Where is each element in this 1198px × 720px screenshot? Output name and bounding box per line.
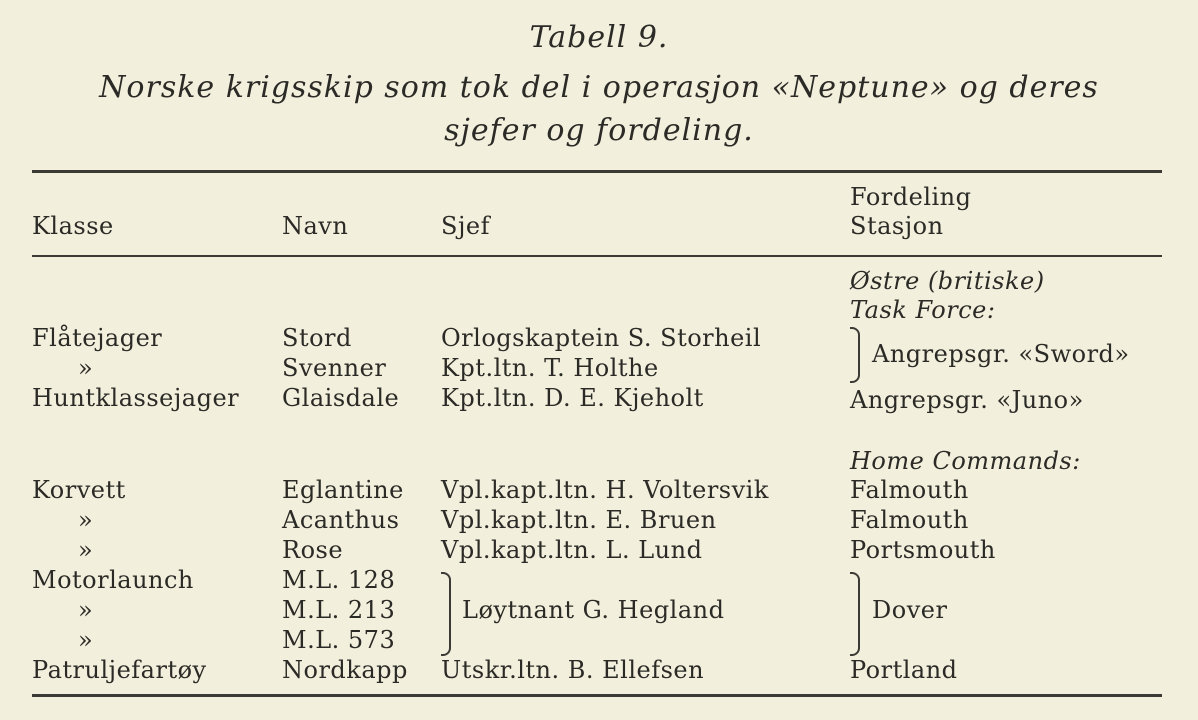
group-eastern-line-1: Østre (britiske) (850, 267, 1045, 295)
header-fordeling: Fordeling (850, 183, 972, 211)
row-1-sjef: Orlogskaptein S. Storheil (441, 324, 762, 352)
header-stasjon: Stasjon (850, 212, 944, 240)
ml-sjef-brace (441, 572, 451, 656)
row-10-navn: Nordkapp (282, 656, 408, 684)
row-8-navn: M.L. 213 (282, 596, 396, 624)
row-3-navn: Glaisdale (282, 384, 400, 412)
row-2-navn: Svenner (282, 354, 387, 382)
row-5-fordeling: Falmouth (850, 506, 969, 534)
group-eastern-line-2: Task Force: (850, 296, 996, 324)
row-2-sjef: Kpt.ltn. T. Holthe (441, 354, 659, 382)
group-home-commands: Home Commands: (850, 447, 1081, 475)
top-rule (32, 170, 1162, 173)
row-1-klasse: Flåtejager (32, 324, 163, 352)
table-subtitle-line-2: sjefer og fordeling. (444, 113, 754, 148)
row-7-klasse: Motorlaunch (32, 566, 194, 594)
row-4-fordeling: Falmouth (850, 476, 969, 504)
header-navn: Navn (282, 212, 349, 240)
sword-brace (850, 327, 860, 383)
row-6-klasse: » (78, 536, 94, 564)
sword-fordeling: Angrepsgr. «Sword» (872, 340, 1130, 368)
header-klasse: Klasse (32, 212, 114, 240)
table-subtitle-line-1: Norske krigsskip som tok del i operasjon «Neptune» og deres (99, 70, 1099, 105)
row-10-klasse: Patruljefartøy (32, 656, 207, 684)
ml-fordeling: Dover (872, 596, 948, 624)
row-7-navn: M.L. 128 (282, 566, 396, 594)
row-4-sjef: Vpl.kapt.ltn. H. Voltersvik (441, 476, 769, 504)
bottom-rule (32, 694, 1162, 697)
header-rule (32, 255, 1162, 257)
row-3-sjef: Kpt.ltn. D. E. Kjeholt (441, 384, 704, 412)
row-4-klasse: Korvett (32, 476, 126, 504)
row-5-sjef: Vpl.kapt.ltn. E. Bruen (441, 506, 717, 534)
row-5-klasse: » (78, 506, 94, 534)
header-sjef: Sjef (441, 212, 490, 240)
row-6-sjef: Vpl.kapt.ltn. L. Lund (441, 536, 703, 564)
row-9-klasse: » (78, 626, 94, 654)
row-9-navn: M.L. 573 (282, 626, 396, 654)
row-3-fordeling: Angrepsgr. «Juno» (850, 386, 1084, 414)
ml-fordeling-brace (850, 572, 860, 656)
row-8-klasse: » (78, 596, 94, 624)
row-4-navn: Eglantine (282, 476, 404, 504)
row-1-navn: Stord (282, 324, 352, 352)
row-10-fordeling: Portland (850, 656, 958, 684)
row-10-sjef: Utskr.ltn. B. Ellefsen (441, 656, 705, 684)
row-6-navn: Rose (282, 536, 344, 564)
row-2-klasse: » (78, 354, 94, 382)
row-6-fordeling: Portsmouth (850, 536, 996, 564)
row-5-navn: Acanthus (282, 506, 400, 534)
table-title: Tabell 9. (529, 20, 669, 55)
row-3-klasse: Huntklassejager (32, 384, 240, 412)
ml-sjef: Løytnant G. Hegland (462, 596, 725, 624)
